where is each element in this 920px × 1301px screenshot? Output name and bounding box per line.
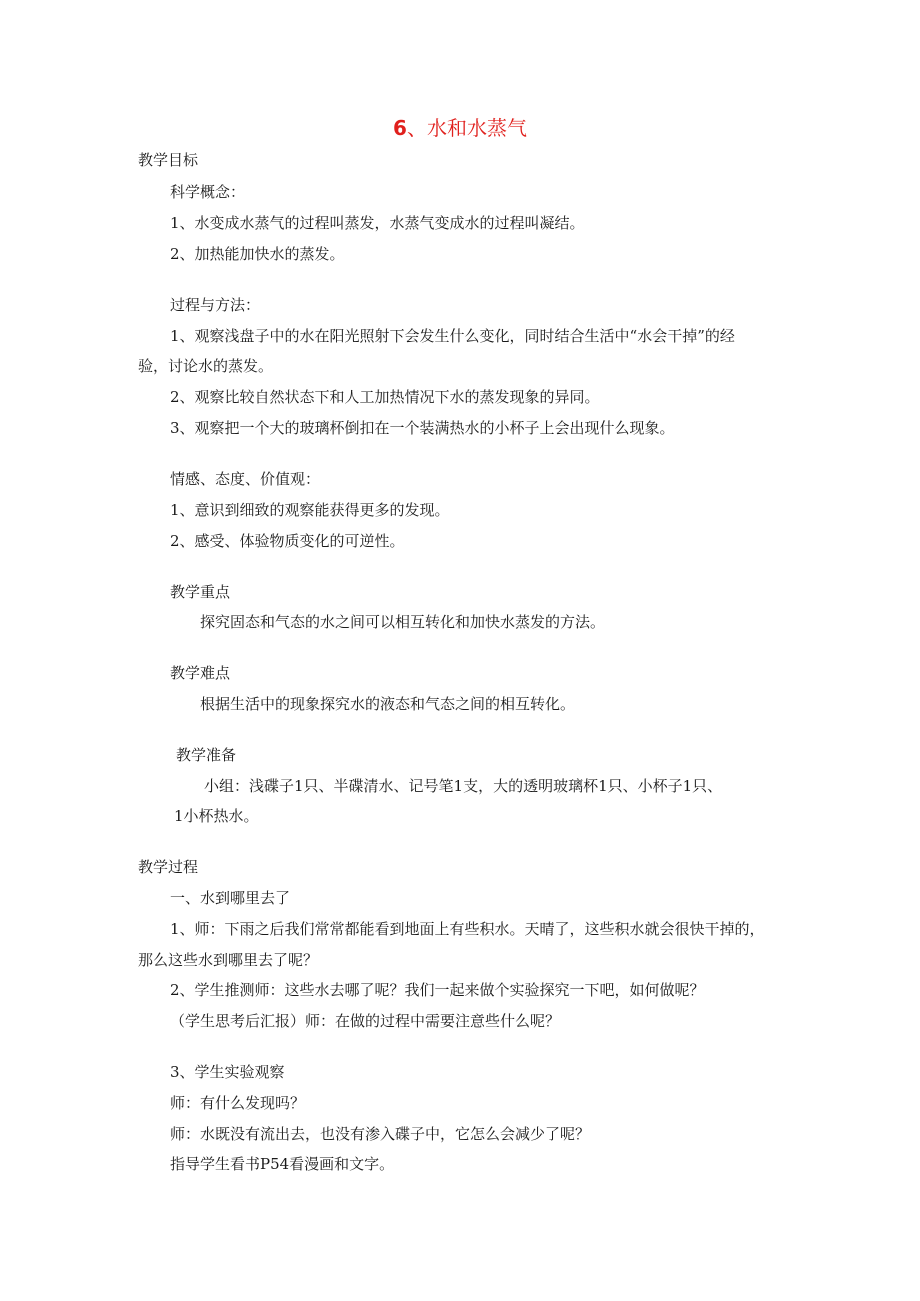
text-line: 教学目标 <box>138 151 199 169</box>
title-number: 6 <box>393 116 407 140</box>
text-line: 那么这些水到哪里去了呢？ <box>138 951 319 969</box>
text-line: 2、感受、体验物质变化的可逆性。 <box>170 532 405 550</box>
text-line: 教学重点 <box>170 583 231 601</box>
text-line: 师：水既没有流出去，也没有渗入碟子中，它怎么会减少了呢？ <box>170 1125 591 1143</box>
text-line: 验，讨论水的蒸发。 <box>138 357 274 375</box>
text-line: 3、学生实验观察 <box>170 1063 285 1081</box>
text-line: 师：有什么发现吗？ <box>170 1094 306 1112</box>
text-line: 探究固态和气态的水之间可以相互转化和加快水蒸发的方法。 <box>200 613 606 631</box>
text-line: 过程与方法： <box>170 296 261 314</box>
text-line: 1、师：下雨之后我们常常都能看到地面上有些积水。天晴了，这些积水就会很快干掉的， <box>170 920 765 938</box>
text-line: 教学过程 <box>138 858 199 876</box>
text-line: 3、观察把一个大的玻璃杯倒扣在一个装满热水的小杯子上会出现什么现象。 <box>170 419 675 437</box>
text-line: 1、观察浅盘子中的水在阳光照射下会发生什么变化，同时结合生活中“水会干掉”的经 <box>170 327 735 345</box>
text-line: 情感、态度、价值观： <box>170 470 321 488</box>
text-line: 1小杯热水。 <box>174 807 259 825</box>
text-line: 一、水到哪里去了 <box>170 889 291 907</box>
text-line: 2、加热能加快水的蒸发。 <box>170 245 345 263</box>
text-line: 教学准备 <box>176 746 237 764</box>
title-text: 、水和水蒸气 <box>406 116 527 140</box>
text-line: （学生思考后汇报）师：在做的过程中需要注意些什么呢？ <box>170 1012 561 1030</box>
text-line: 小组：浅碟子1只、半碟清水、记号笔1支，大的透明玻璃杯1只、小杯子1只、 <box>204 777 723 795</box>
page-title <box>0 115 920 141</box>
text-line: 教学难点 <box>170 664 231 682</box>
text-line: 指导学生看书P54看漫画和文字。 <box>170 1155 395 1173</box>
text-line: 根据生活中的现象探究水的液态和气态之间的相互转化。 <box>200 695 576 713</box>
text-line: 科学概念： <box>170 183 246 201</box>
text-line: 2、学生推测师：这些水去哪了呢？我们一起来做个实验探究一下吧，如何做呢？ <box>170 981 705 999</box>
text-line: 1、水变成水蒸气的过程叫蒸发，水蒸气变成水的过程叫凝结。 <box>170 214 585 232</box>
text-line: 1、意识到细致的观察能获得更多的发现。 <box>170 501 450 519</box>
text-line: 2、观察比较自然状态下和人工加热情况下水的蒸发现象的异同。 <box>170 388 600 406</box>
